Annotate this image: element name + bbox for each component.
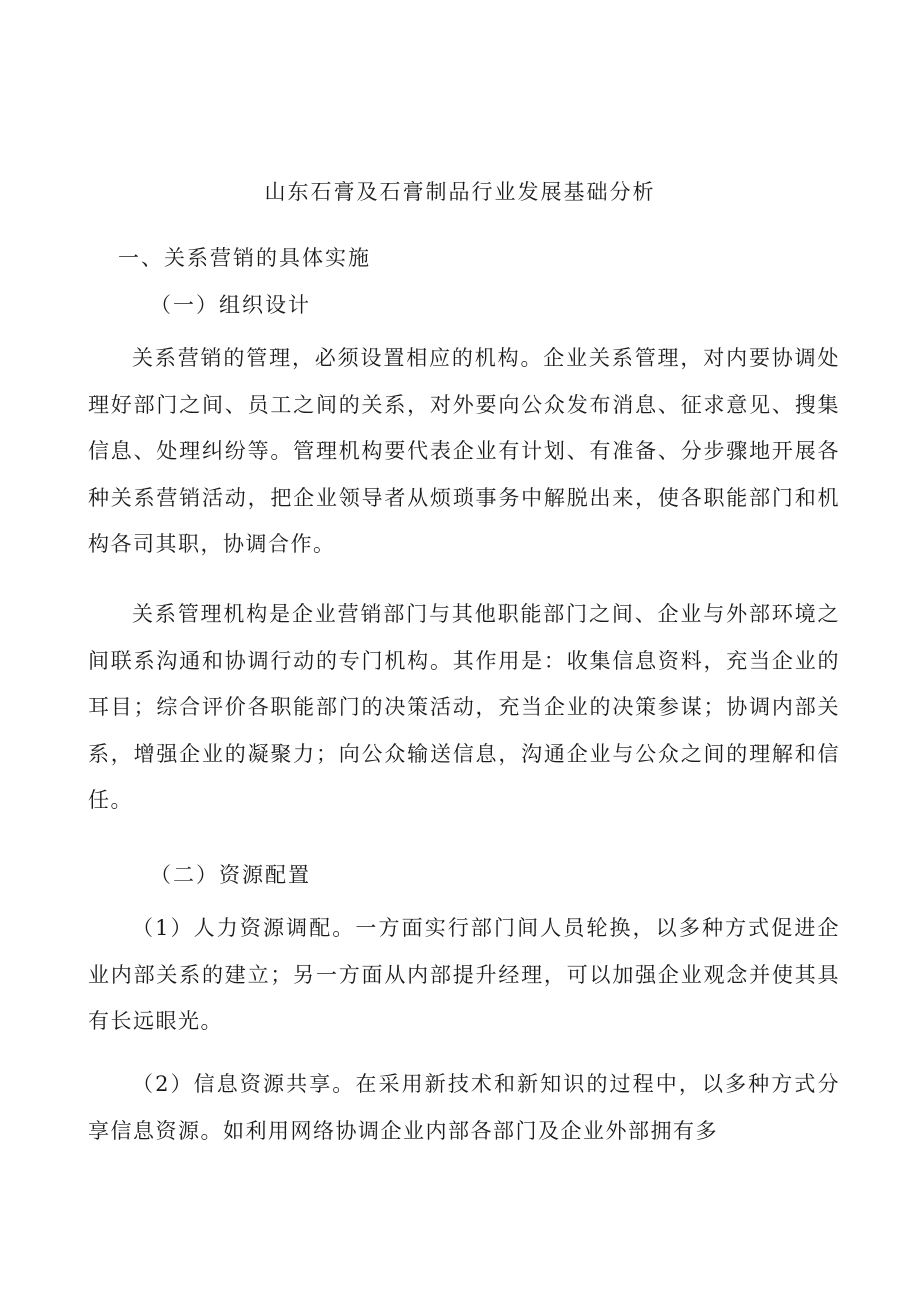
section-heading: 一、关系营销的具体实施 (118, 246, 371, 270)
paragraph: （1）人力资源调配。一方面实行部门间人员轮换，以多种方式促进企业内部关系的建立；另一方面从内部提升经理，可以加强企业观念并使其具有长远眼光。 (88, 916, 840, 1033)
paragraph: 关系管理机构是企业营销部门与其他职能部门之间、企业与外部环境之间联系沟通和协调行动的专门机构。其作用是：收集信息资料，充当企业的耳目；综合评价各职能部门的决策活动，充当企业的决策参谋；协调内部关系，增强企业的凝聚力；向公众输送信息，沟通企业与公众之间的理解和信任。 (88, 602, 840, 812)
paragraph: （2）信息资源共享。在采用新技术和新知识的过程中，以多种方式分享信息资源。如利用网络协调企业内部各部门及企业外部拥有多 (88, 1072, 840, 1143)
subsection-heading-organization: （一）组织设计 (150, 293, 311, 317)
paragraph: 关系营销的管理，必须设置相应的机构。企业关系管理，对内要协调处理好部门之间、员工之间的关系，对外要向公众发布消息、征求意见、搜集信息、处理纠纷等。管理机构要代表企业有计划、有准备、分步骤地开展各种关系营销活动，把企业领导者从烦琐事务中解脱出来，使各职能部门和机构各司其职，协调合作。 (88, 346, 840, 556)
subsection-heading-resources: （二）资源配置 (150, 863, 311, 887)
document-title: 山东石膏及石膏制品行业发展基础分析 (264, 180, 656, 204)
